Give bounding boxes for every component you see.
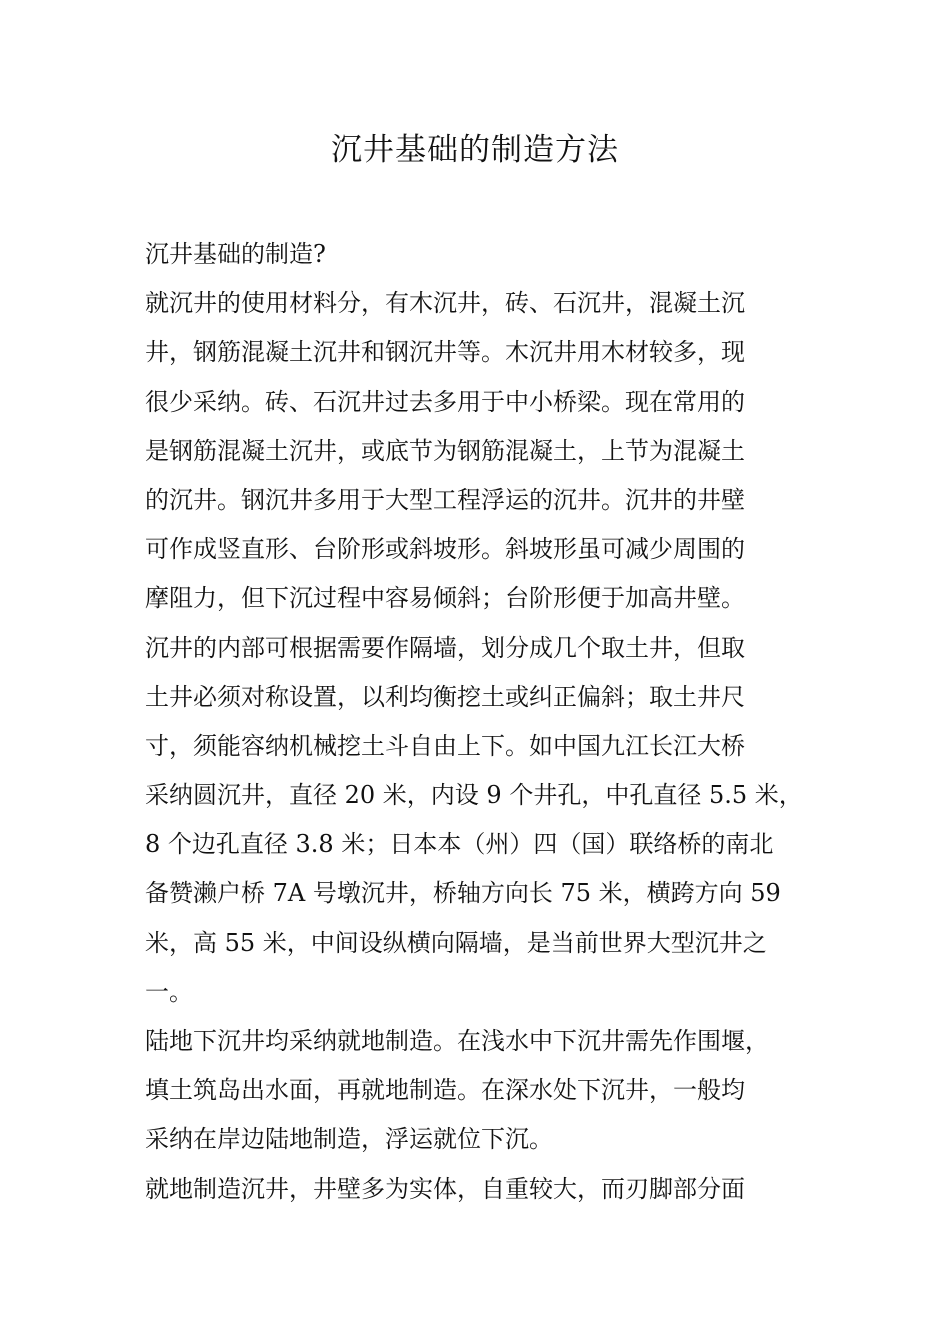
text-line: 沉井的内部可根据需要作隔墙，划分成几个取土井，但取 [145, 633, 745, 662]
text-line: 寸，须能容纳机械挖土斗自由上下。如中国九江长江大桥 [145, 731, 745, 760]
text-line: 采纳圆沉井，直径 20 米，内设 9 个井孔，中孔直径 5.5 米， [145, 781, 803, 810]
text-line: 米，高 55 米，中间设纵横向隔墙，是当前世界大型沉井之 [145, 928, 767, 957]
document-title: 沉井基础的制造方法 [331, 132, 619, 168]
text-line: 备赞濑户桥 7A 号墩沉井，桥轴方向长 75 米，横跨方向 59 [145, 879, 781, 908]
text-line: 就沉井的使用材料分，有木沉井，砖、石沉井，混凝土沉 [145, 289, 745, 318]
text-line: 就地制造沉井，井壁多为实体，自重较大，而刃脚部分面 [145, 1174, 745, 1203]
text-line: 陆地下沉井均采纳就地制造。在浅水中下沉井需先作围堰， [145, 1027, 769, 1055]
document-body [145, 230, 835, 1214]
text-line: 是钢筋混凝土沉井，或底节为钢筋混凝土，上节为混凝土 [145, 436, 745, 465]
text-line: 填土筑岛出水面，再就地制造。在深水处下沉井，一般均 [145, 1076, 745, 1105]
text-line: 可作成竖直形、台阶形或斜坡形。斜坡形虽可减少周围的 [145, 535, 745, 564]
text-line: 一。 [145, 977, 193, 1006]
text-line: 的沉井。钢沉井多用于大型工程浮运的沉井。沉井的井壁 [145, 485, 745, 514]
text-line: 很少采纳。砖、石沉井过去多用于中小桥梁。现在常用的 [145, 387, 745, 416]
text-line: 土井必须对称设置，以利均衡挖土或纠正偏斜；取土井尺 [145, 682, 745, 711]
text-line: 采纳在岸边陆地制造，浮运就位下沉。 [145, 1125, 553, 1154]
text-line: 8 个边孔直径 3.8 米；日本本（州）四（国）联络桥的南北 [145, 830, 774, 859]
text-line: 摩阻力，但下沉过程中容易倾斜；台阶形便于加高井壁。 [145, 584, 745, 613]
text-line: 沉井基础的制造? [145, 240, 326, 268]
text-line: 井，钢筋混凝土沉井和钢沉井等。木沉井用木材较多，现 [145, 338, 745, 367]
